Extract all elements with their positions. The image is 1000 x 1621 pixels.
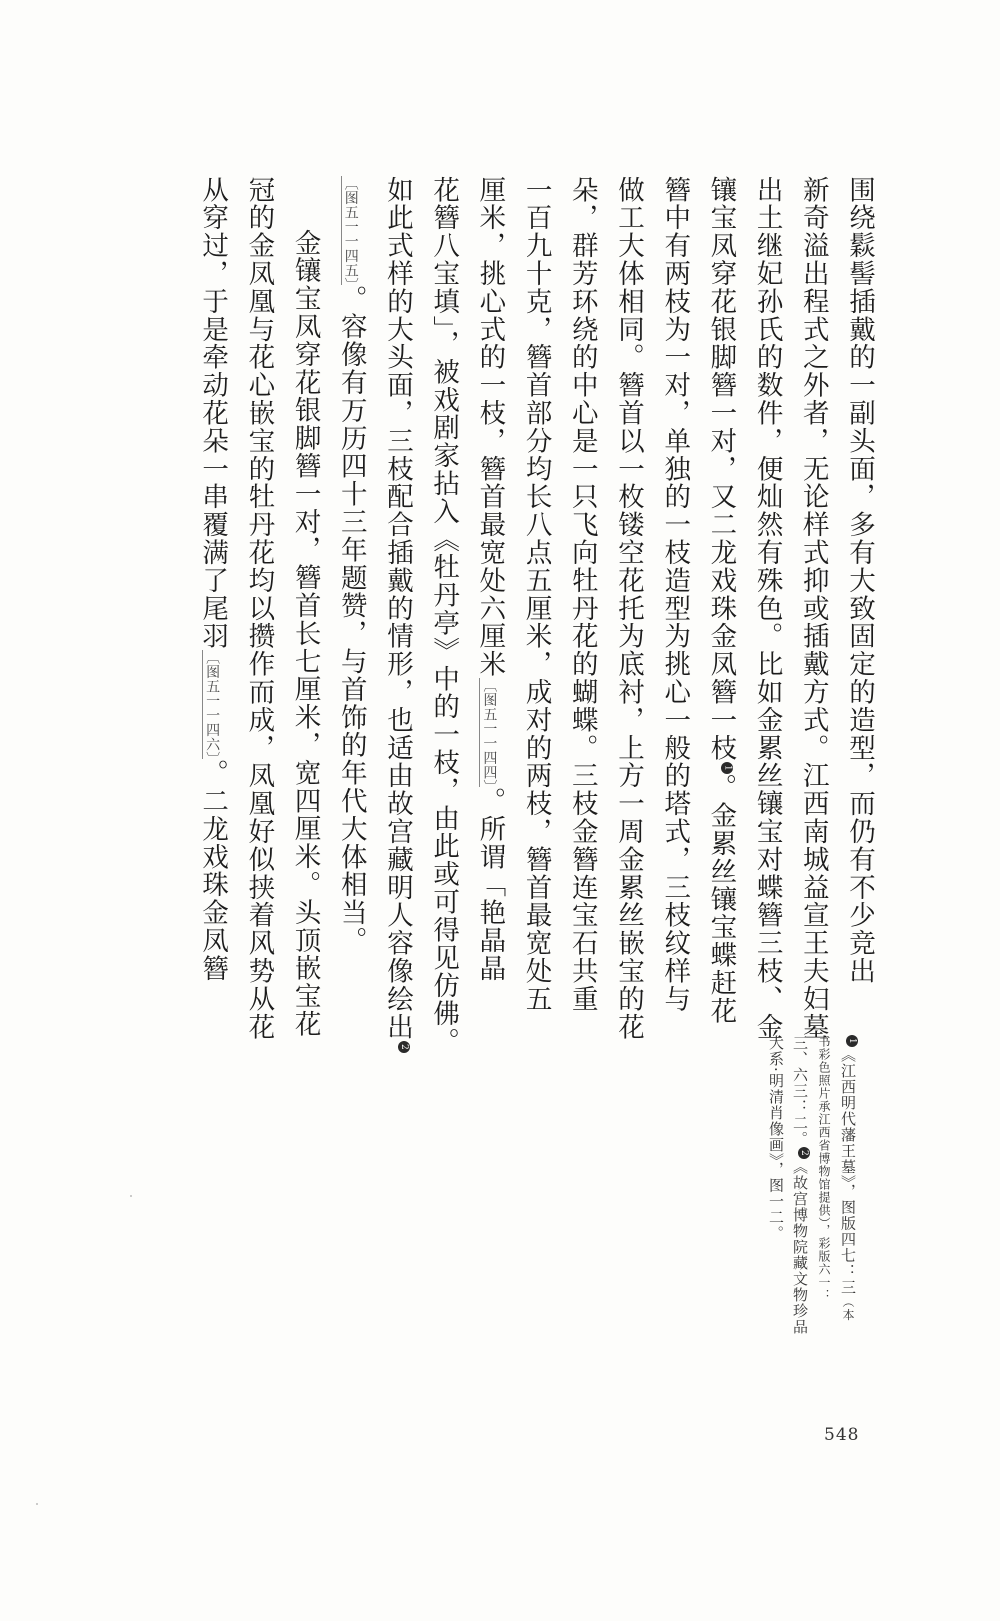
column-text-tail: 。所谓「艳晶晶 [474, 787, 506, 983]
column-text-tail: 。金累丝镶宝蝶赶花 [705, 773, 737, 1026]
text-column [466, 176, 512, 983]
column-text: 镶宝凤穿花银脚簪一对，又二龙戏珠金凤簪一枝 [705, 176, 737, 762]
text-column [420, 176, 466, 1056]
text-column [836, 176, 882, 986]
footnote-line [812, 1035, 836, 1335]
column-text: 出土继妃孙氏的数件，便灿然有殊色。比如金累丝镶宝对蝶簪三枝、金 [751, 176, 783, 1041]
footnote-line [836, 1035, 860, 1335]
figure-reference: 〔图五一一四五〕 [342, 176, 359, 285]
text-column [743, 176, 789, 1041]
footnote-line [764, 1035, 788, 1335]
column-text: 。容像有万历四十三年题赞，与首饰的年代大体相当。 [335, 285, 367, 955]
column-text: 厘米，挑心式的一枝，簪首最宽处六厘米 [474, 176, 506, 679]
footnote-text: 《故宫博物院藏文物珍品 [791, 1159, 809, 1335]
column-text-tail: 。二龙戏珠金凤簪 [197, 759, 229, 983]
figure-reference: 〔图五一一四六〕 [204, 650, 221, 760]
footnotes [764, 1035, 860, 1335]
text-column [374, 176, 420, 1050]
column-text: 一百九十克，簪首部分均长八点五厘米，成对的两枝，簪首最宽处五 [520, 176, 552, 1013]
column-text: 金镶宝凤穿花银脚簪一对，簪首长七厘米，宽四厘米。头顶嵌宝花 [289, 229, 321, 1039]
text-column [328, 176, 374, 976]
text-column [512, 176, 558, 1013]
text-column [559, 176, 605, 1013]
footnote-text: 三、六三：二。 [791, 1035, 809, 1147]
column-text: 花簪八宝填」，被戏剧家拈入《牡丹亭》中的一枝，由此或可得见仿佛。 [428, 176, 460, 1056]
text-column [189, 176, 235, 983]
column-text: 朵，群芳环绕的中心是一只飞向牡丹花的蝴蝶。三枝金簪连宝石共重 [566, 176, 598, 1013]
footnote-marker: 2 [798, 1147, 810, 1159]
page-number: 548 [824, 1425, 860, 1445]
column-text: 从穿过，于是牵动花朵一串覆满了尾羽 [197, 176, 229, 651]
main-text-block [189, 176, 882, 1056]
footnote-marker: 2 [398, 1041, 410, 1053]
column-text: 簪中有两枝为一对，单独的一枝造型为挑心一般的塔式，三枝纹样与 [659, 176, 691, 1013]
text-column [281, 176, 327, 1039]
footnote-text: 大系·明清肖像画》，图一二。 [767, 1035, 785, 1242]
text-column [790, 176, 836, 1041]
footnote-marker: 1 [721, 762, 733, 774]
text-column [697, 176, 743, 1026]
column-text: 做工大体相同。簪首以一枚镂空花托为底衬，上方一周金累丝嵌宝的花 [612, 176, 644, 1041]
paper-speck [36, 1503, 38, 1505]
figure-reference: 〔图五一一四四〕 [481, 678, 498, 788]
text-column [605, 176, 651, 1041]
text-column [235, 176, 281, 1041]
column-text: 围绕鬏髻插戴的一副头面，多有大致固定的造型，而仍有不少竞出 [844, 176, 875, 986]
footnote-small-text: （本 [841, 1295, 855, 1322]
footnote-marker: 1 [846, 1035, 858, 1047]
footnote-text: 《江西明代藩王墓》，图版四七：三 [839, 1047, 857, 1296]
paper-speck [130, 1195, 132, 1197]
column-text: 冠的金凤凰与花心嵌宝的牡丹花均以攒作而成，凤凰好似挟着风势从花 [243, 176, 275, 1041]
column-text: 如此式样的大头面，三枝配合插戴的情形，也适由故宫藏明人容像绘出 [381, 176, 413, 1041]
footnote-small-text: 书彩色照片承江西省博物馆提供），彩版六一： [817, 1035, 831, 1302]
column-text: 新奇溢出程式之外者，无论样式抑或插戴方式。江西南城益宣王夫妇墓 [797, 176, 829, 1041]
footnote-line [788, 1035, 812, 1335]
text-column [651, 176, 697, 1013]
